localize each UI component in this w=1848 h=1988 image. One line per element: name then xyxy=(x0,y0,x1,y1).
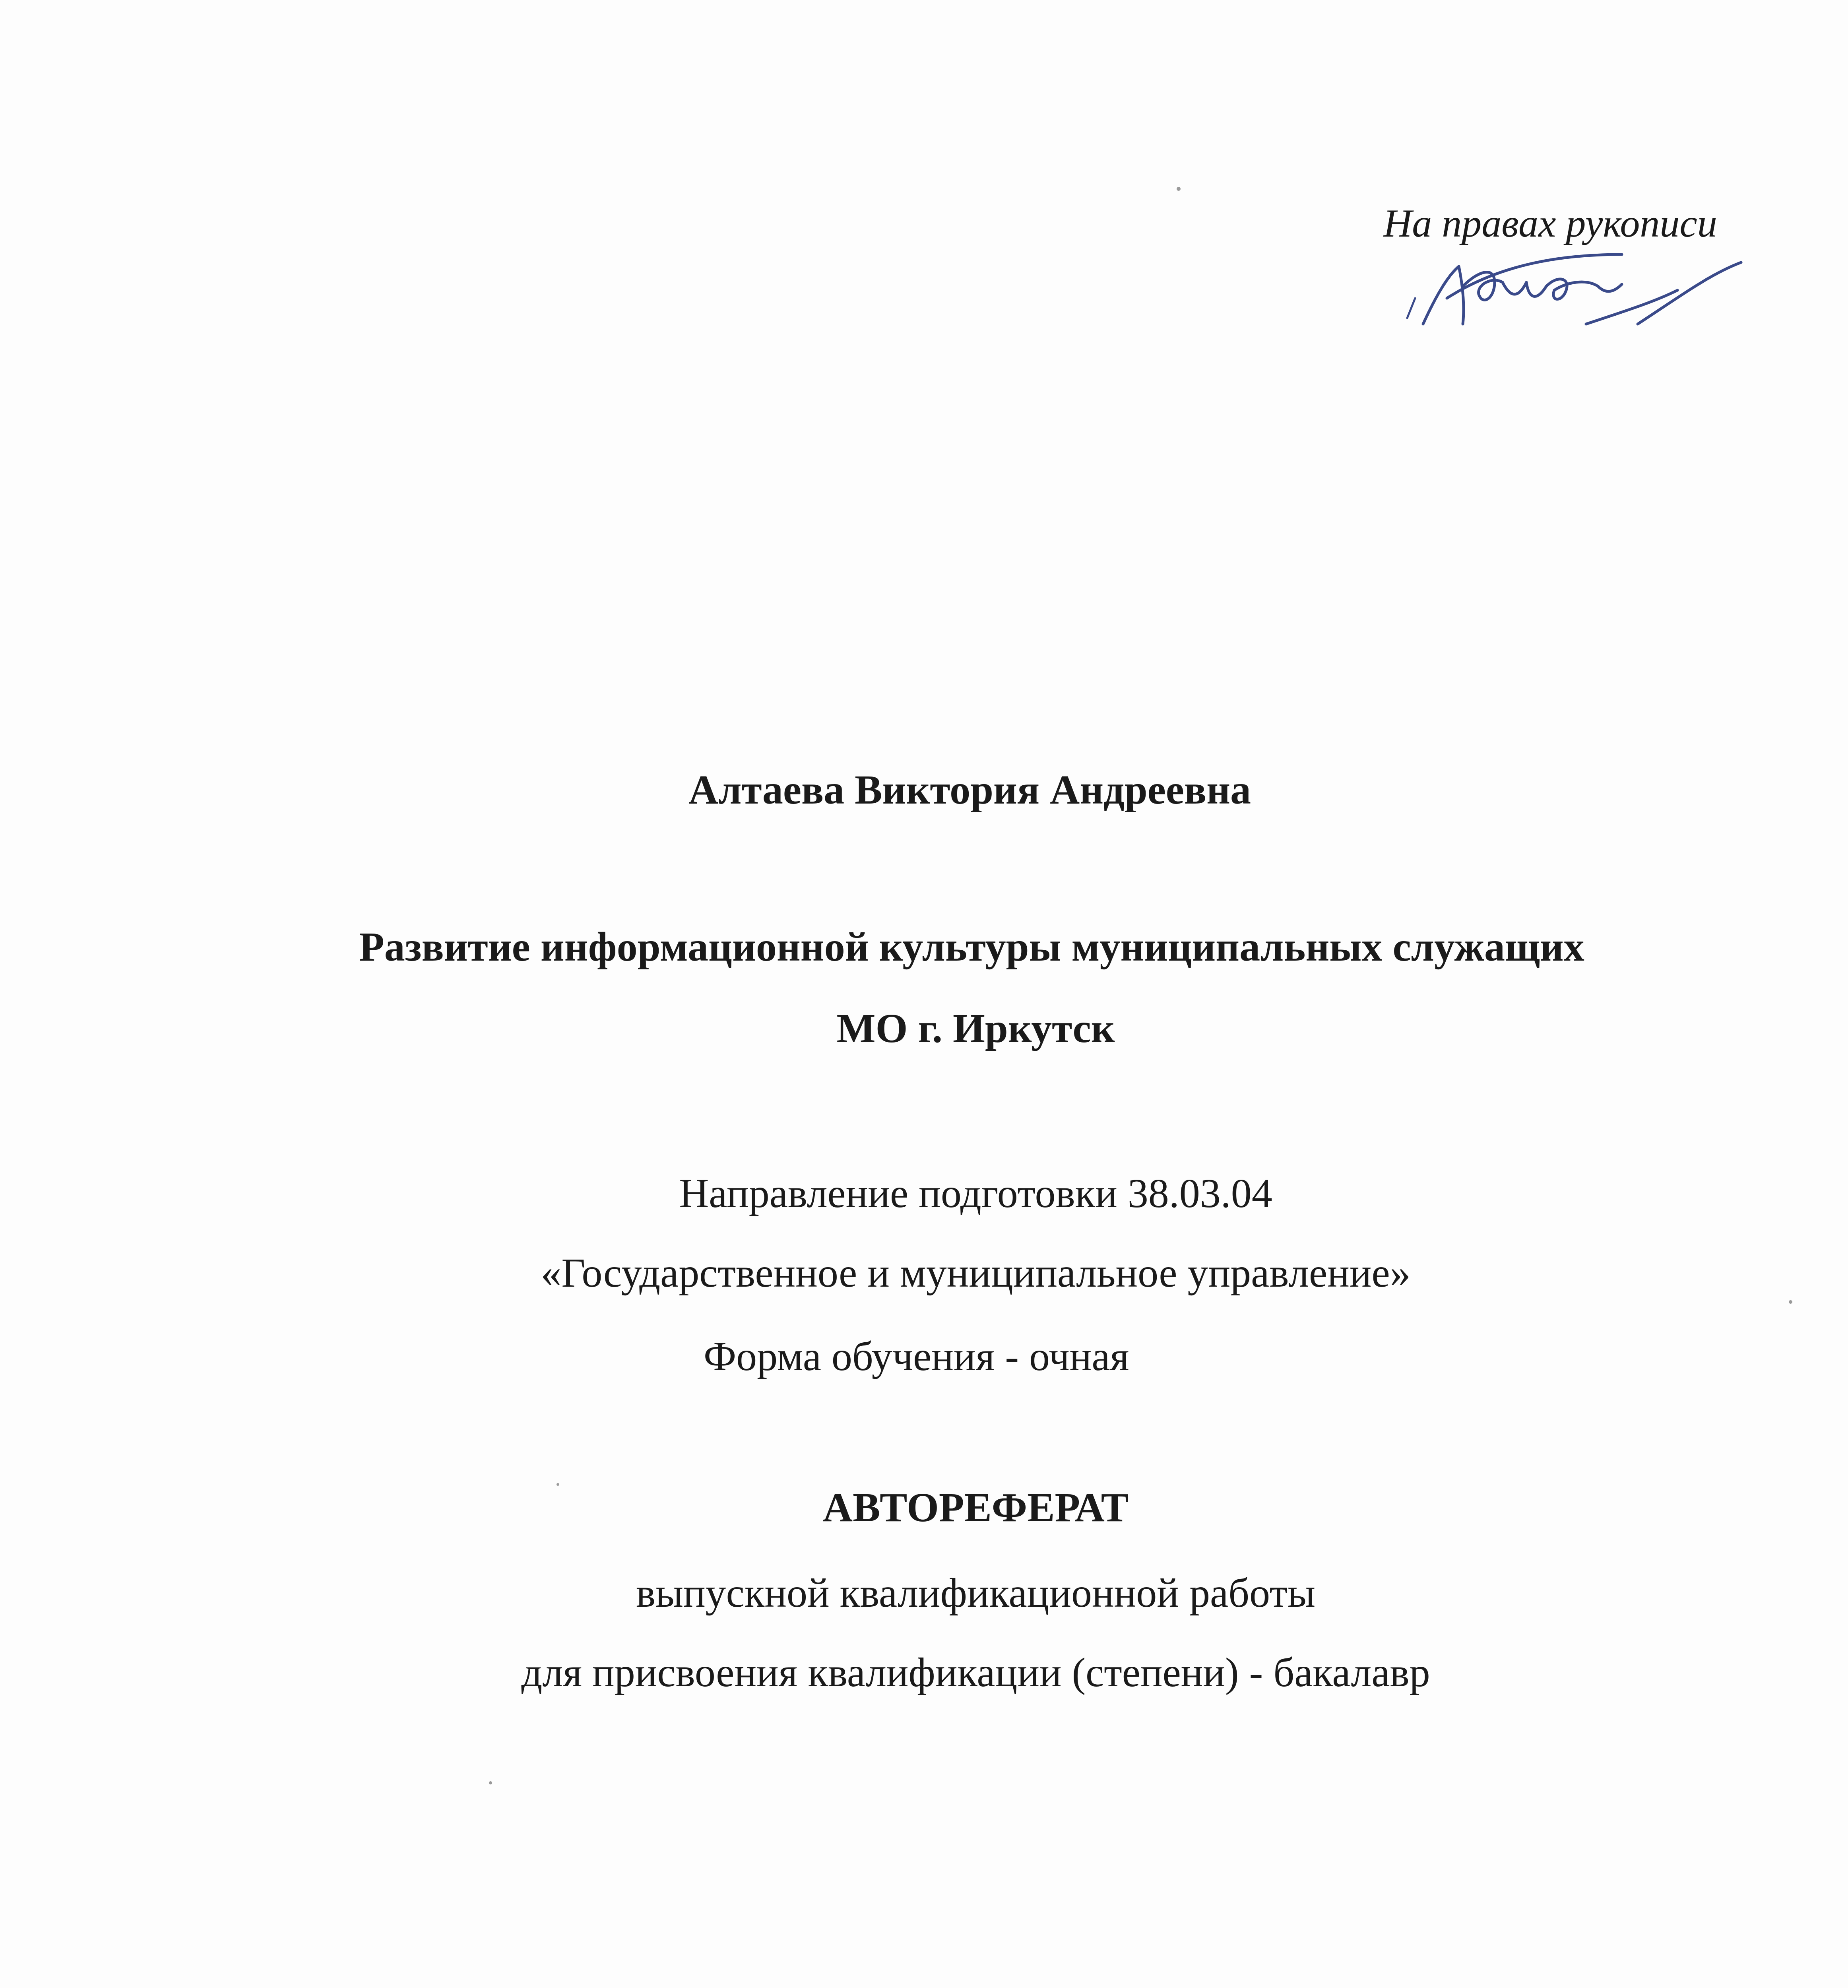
author-name: Алтаева Виктория Андреевна xyxy=(688,767,1251,813)
handwritten-signature xyxy=(1399,239,1757,342)
document-type: АВТОРЕФЕРАТ xyxy=(822,1485,1129,1530)
scan-speck xyxy=(557,1483,559,1486)
scan-speck xyxy=(489,1781,492,1784)
document-purpose-line-2: для присвоения квалификации (степени) - бакалавр xyxy=(521,1650,1430,1695)
study-direction: Направление подготовки 38.03.04 xyxy=(679,1171,1272,1216)
document-purpose-line-1: выпускной квалификационной работы xyxy=(636,1570,1315,1616)
program-name: «Государственное и муниципальное управление» xyxy=(541,1250,1411,1296)
scan-speck xyxy=(1177,187,1181,191)
thesis-title-line-2: МО г. Иркутск xyxy=(836,1006,1115,1051)
study-form: Форма обучения - очная xyxy=(704,1334,1129,1379)
rights-note: На правах рукописи xyxy=(1383,201,1717,245)
thesis-title-line-1: Развитие информационной культуры муниципальных служащих xyxy=(359,924,1584,970)
scan-speck xyxy=(1789,1300,1792,1304)
